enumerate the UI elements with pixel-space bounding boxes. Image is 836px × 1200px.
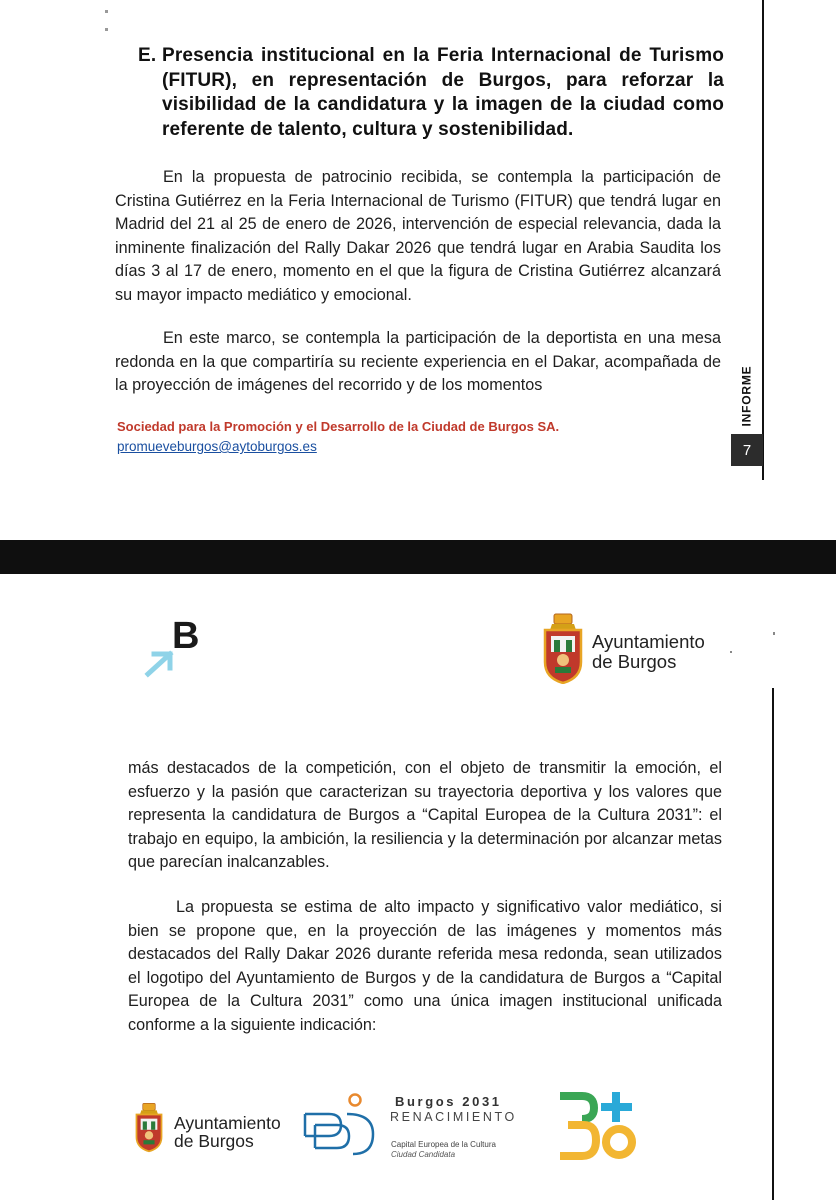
paragraph-fitur-participation: En la propuesta de patrocinio recibida, se contempla la participación de Cristina Gutiérrez en la Feria Internacional de Turismo (FITUR) que tendrá lugar en Madrid del 21 al 25 de enero de 2026, intervención de especial relevancia, dada la inminente finalización del Rally Dakar 2026 que tendrá lugar en Arabia Saudita los días 3 al 17 de enero, momento en el que la figura de Cristina Gutiérrez alcanzará su mayor impacto mediático y emocional.	[115, 168, 721, 304]
b-candidature-logo	[142, 612, 212, 682]
b-logo-graphic	[142, 612, 212, 682]
ayuntamiento-line2: de Burgos	[174, 1131, 254, 1151]
scan-speck	[773, 632, 775, 635]
burgos-2031-title: Burgos 2031	[395, 1094, 502, 1109]
burgos-coat-of-arms-icon	[540, 612, 586, 684]
page-separator-band	[0, 540, 836, 574]
page-right-border	[772, 688, 774, 1200]
b-logo-letter: B	[172, 615, 200, 657]
ayuntamiento-line1: Ayuntamiento	[592, 631, 705, 652]
burgos-2031-caption-capital: Capital Europea de la Cultura	[391, 1140, 496, 1149]
section-heading	[138, 44, 724, 142]
burgos-2031-subtitle: RENACIMIENTO	[390, 1110, 517, 1124]
colorful-3-plus-logo-icon	[556, 1088, 640, 1164]
burgos-2031-mark-icon	[303, 1092, 388, 1160]
page-number: 7	[731, 434, 763, 466]
b-logo-arrow-icon	[148, 654, 170, 674]
ayuntamiento-line2: de Burgos	[592, 651, 677, 672]
side-label-informe	[735, 366, 757, 426]
paragraph-round-table: En este marco, se contempla la participación de la deportista en una mesa redonda en la que compartiría su reciente experiencia en el Dakar, acompañada de la proyección de imágenes del recorrido y de los momentos	[115, 329, 721, 395]
paragraph-logo-proposal: La propuesta se estima de alto impacto y significativo valor mediático, si bien se propone que, en la proyección de las imágenes y momentos más destacados del Rally Dakar 2026 durante referida mesa redonda, sean utilizados el logotipo del Ayuntamiento de Burgos y de la candidatura de Burgos a “Capital Europea de la Cultura 2031” como una única imagen institucional unificada conforme a la siguiente indicación:	[128, 898, 722, 1034]
footer-email-link[interactable]: promueveburgos@aytoburgos.es	[117, 439, 317, 454]
ayuntamiento-logo-header	[540, 612, 740, 684]
ayuntamiento-line1: Ayuntamiento	[174, 1113, 281, 1133]
burgos-coat-of-arms-icon	[133, 1099, 165, 1155]
footer-organization: Sociedad para la Promoción y el Desarrollo de la Ciudad de Burgos SA.	[117, 419, 560, 434]
burgos-2031-caption-candidate: Ciudad Candidata	[391, 1150, 456, 1159]
section-heading-text: Presencia institucional en la Feria Internacional de Turismo (FITUR), en representación de Burgos, para reforzar la visibilidad de la candidatura y la imagen de la ciudad como referente de talento, cultura y sostenibilidad.	[162, 45, 724, 140]
section-letter: E.	[138, 45, 157, 66]
ayuntamiento-logo-unified	[133, 1097, 293, 1159]
top-crop-marks	[105, 0, 275, 3]
page-right-border	[762, 0, 764, 480]
paragraph-values: más destacados de la competición, con el objeto de transmitir la emoción, el esfuerzo y la pasión que caracterizan su trayectoria deportiva y los valores que representa la candidatura de Burgos a “Capital Europea de la Cultura 2031”: el trabajo en equipo, la ambición, la resiliencia y la determinación por alcanzar metas que parecían inalcanzables.	[128, 759, 722, 872]
side-label-text: INFORME	[739, 365, 753, 427]
